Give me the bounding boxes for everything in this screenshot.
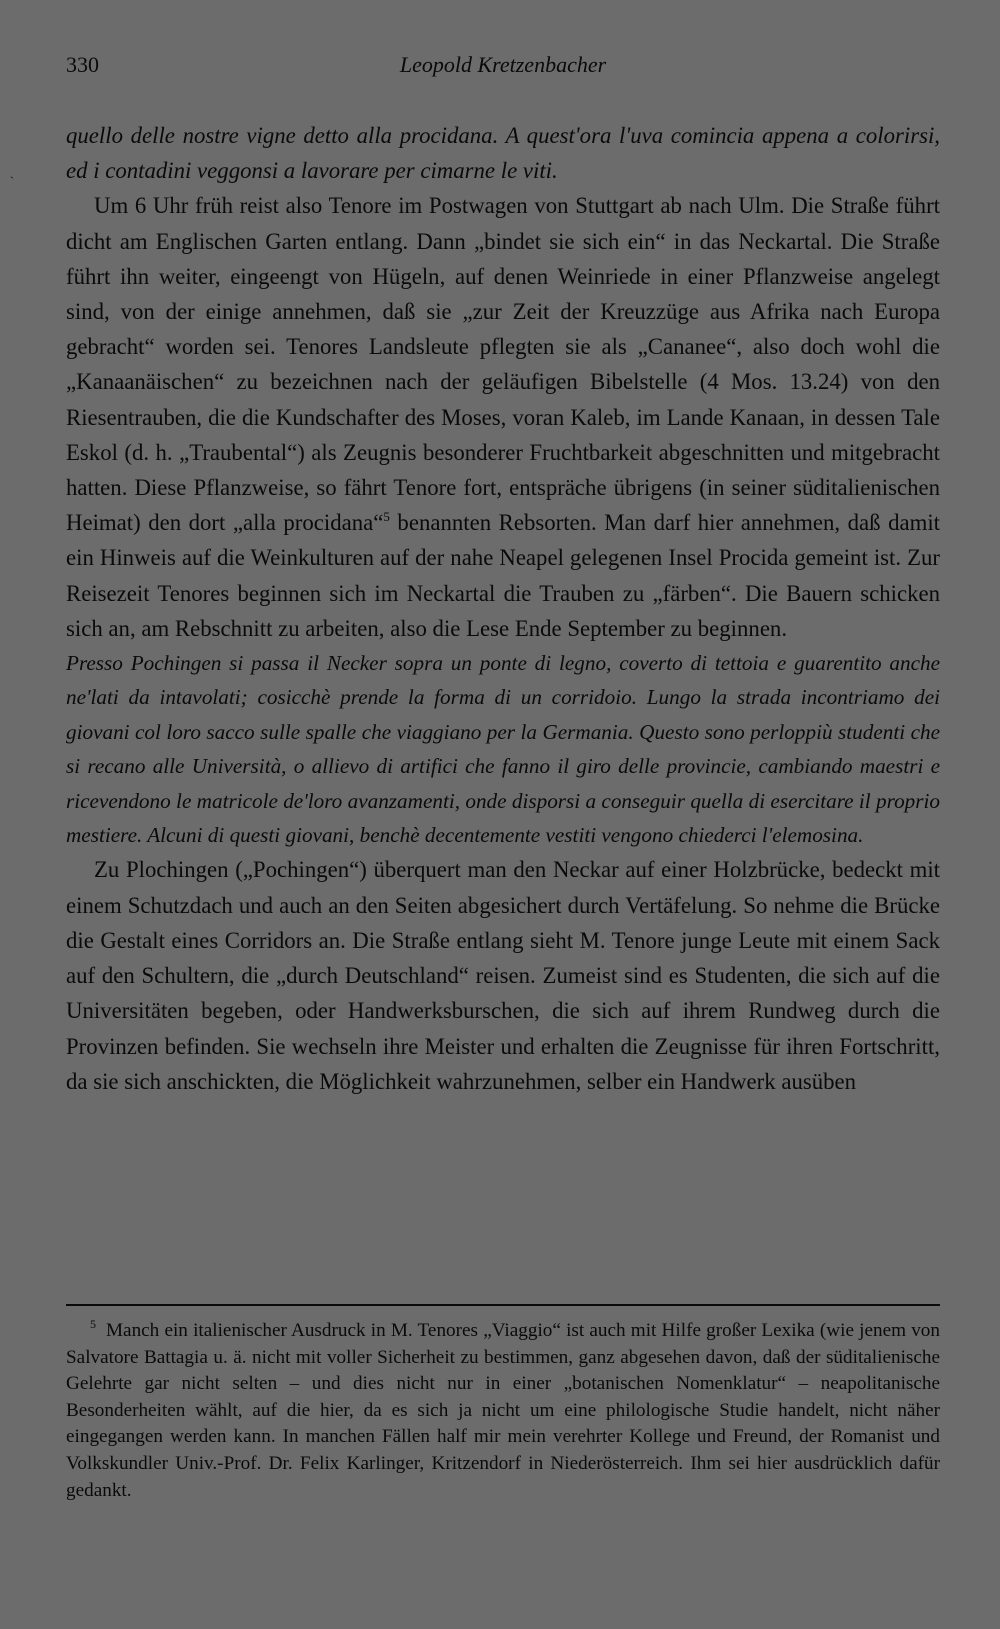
paragraph-2: Zu Plochingen („Pochingen“) überquert man den Neckar auf einer Holzbrücke, bedeckt mit einem Schutzdach und auch an den Seiten abgesichert durch Vertäfelung. So nehme die Brücke die Gestalt eines Corridors an. Die Straße entlang sieht M. Tenore junge Leute mit einem Sack auf den Schultern, die „durch Deutschland“ reisen. Zumeist sind es Studenten, die sich auf die Universitäten begeben, oder Handwerksburschen, die sich auf ihrem Rundweg durch die Provinzen befinden. Sie wechseln ihre Meister und erhalten die Zeugnisse für ihren Fortschritt, da sie sich anschickten, die Möglichkeit wahrzunehmen, selber ein Handwerk ausüben [66,857,940,1094]
footnote-text: Manch ein italienischer Ausdruck in M. Tenores „Viaggio“ ist auch mit Hilfe großer Lexika (wie jenem von Salvatore Battagia u. ä. nicht mit voller Sicherheit zu bestimmen, ganz abgesehen davon, daß der süditalienische Gelehrte gar nicht selten – und dies nicht nur in einer „botanischen Nomenklatur“ – neapolitanische Besonderheiten wählt, auf die hier, da es sich ja nicht um eine philologische Studie handelt, nicht näher eingegangen werden kann. In manchen Fällen half mir mein verehrter Kollege und Freund, der Romanist und Volkskundler Univ.-Prof. Dr. Felix Karlinger, Kritzendorf in Niederösterreich. Ihm sei hier ausdrücklich dafür gedankt. [66,1320,940,1501]
footnote-reference: 5 [383,509,390,525]
running-title: Leopold Kretzenbacher [399,52,607,77]
footnote-rule [66,1304,940,1306]
italian-quote-1: quello delle nostre vigne detto alla procidana. A quest'ora l'uva comincia appena a colorirsi, ed i contadini veggonsi a lavorare per cimarne le viti. [66,123,940,184]
running-head [66,52,940,82]
footnote [66,1318,940,1504]
body-text [66,118,940,1099]
page-number: 330 [66,52,99,77]
italian-quote-2: Presso Pochingen si passa il Necker sopra un ponte di legno, coverto di tettoia e guarentito anche ne'lati da intavolati; cosicchè prende la forma di un corridoio. Lungo la strada incontriamo dei giovani col loro sacco sulle spalle che viaggiano per la Germania. Questo sono perloppiù studenti che si recano alle Università, o allievo di artifici che fanno il giro delle provincie, cambiando maestri e ricevendono le matricole de'loro avanzamenti, onde disporsi a conseguir quella di esercitare il proprio mestiere. Alcuni di questi giovani, benchè decentemente vestiti vengono chiederci l'elemosina. [66,651,940,848]
stray-mark: ` [10,174,14,188]
footnote-marker: 5 [90,1317,96,1331]
paragraph-1 [66,188,940,646]
footnote-5 [66,1318,940,1504]
paragraph-1-text: Um 6 Uhr früh reist also Tenore im Postwagen von Stuttgart ab nach Ulm. Die Straße führt dicht am Englischen Garten entlang. Dann „bindet sie sich ein“ in das Neckartal. Die Straße führt ihn weiter, eingeengt von Hügeln, auf denen Weinriede in einer Pflanzweise angelegt sind, von der einige annehmen, daß sie „zur Zeit der Kreuzzüge aus Afrika nach Europa gebracht“ worden sei. Tenores Landsleute pflegten sie als „Cananee“, also doch wohl die „Kanaanäischen“ zu bezeichnen nach der geläufigen Bibelstelle (4 Mos. 13.24) von den Riesentrauben, die die Kundschafter des Moses, voran Kaleb, im Lande Kanaan, in dessen Tale Eskol (d. h. „Traubental“) als Zeugnis besonderer Fruchtbarkeit abgeschnitten und mitgebracht hatten. Diese Pflanzweise, so fährt Tenore fort, entspräche übrigens (in seiner süditalienischen Heimat) den dort „alla procidana“ [66,193,940,536]
paragraph-1-end: benannten Rebsorten. Man darf hier annehmen, daß damit ein Hinweis auf die Weinkulturen auf der nahe Neapel gelegenen Insel Procida gemeint ist. Zur Reisezeit Tenores beginnen sich im Neckartal die Trauben zu „färben“. Die Bauern schicken sich an, am Rebschnitt zu arbeiten, also die Lese Ende September zu beginnen. [66,510,940,641]
